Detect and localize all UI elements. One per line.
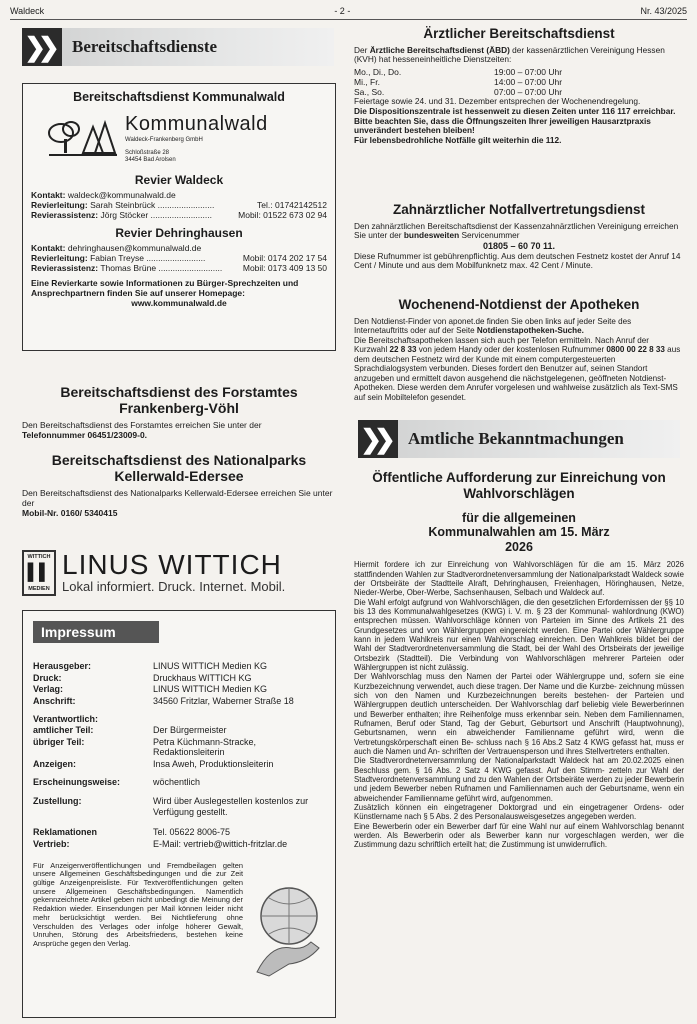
text-bold: 0800 00 22 8 33 — [606, 345, 665, 355]
time: 19:00 – 07:00 Uhr — [494, 67, 563, 78]
key: Vertrieb: — [33, 838, 70, 849]
notfall-note: Für lebensbedrohliche Notfälle gilt weiterhin die 112. — [354, 135, 562, 146]
forstamt-phone: Telefonnummer 06451/23009-0. — [22, 430, 148, 441]
section-banner-amtliche — [358, 420, 680, 458]
zahnarzt-text — [354, 222, 684, 242]
nationalpark-phone: Mobil-Nr. 0160/ 5340415 — [22, 508, 118, 519]
wahl-body: Hiermit fordere ich zur Einreichung von Wahlvorschlägen für die am 15. März 2026 stattfindenden Wahlen zur Stadtverordnetenversammlung der Nationalparkstadt Waldeck sowie der Ortsbeiräte der Stadtteile Alraft, Dehringhausen, Freienhagen, Höringhausen, Netze, Nieder-Werbe, Ober-Werbe, Sachsenhausen, Selbach und Waldeck auf. Die Wahl erfolgt aufgrund von Wahlvorschlägen, die den gesetzlichen Erfordernissen der §§ 10 bis 13 des Kommunalwahlgesetzes (KWG) i. V. m. § 23 der Kommunal- wahlordnung (KWO) entsprechen müssen. Wahlvorschläge können von Parteien im Sinne des Artikels 21 des Grundgesetzes und von Wählergruppen eingereicht werden. Eine Partei oder Wählergruppe kann in jedem Wahlkreis nur einen Wahlvorschlag einreichen. Den Wahlkreis bildet bei der Wahl der Stadtverordnetenversammlung die Stadt, bei der Wahl des Ortsbeirats der jeweilige Ortsbezirk (Stadtteil). Die Verbindung von Wahlvorschlägen mehrerer Parteien oder Wählergruppen ist nicht zulässig. Der Wahlvorschlag muss den Namen der Partei oder Wählergruppe und, sofern sie eine Kurzbezeichnung verwendet, auch diese tragen. Der Name und die Kurzbe- zeichnung müssen sich von den Namen und Kurzbezeichnungen bereits bestehen- der Parteien und Wählergruppen deutlich unterscheiden. Der Wahlvorschlag darf beliebig viele Bewerberinnen und Bewerber enthalten; ihre Reihenfolge muss erkennbar sein. Neben dem Familiennamen, Rufnamen, Beruf oder Stand, Tag der Geburt, Geburtsort und Anschrift (Hauptwohnung), Geburtsnamen, wenn ein abweichender Familienname geführt wird, wenn die Vertretungskörperschaft einen Be- schluss nach § 16 Abs.2 Satz 4 KWG gefasst hat, muss er auch die Namen und An- schriften der Vertrauensperson und ihres Stellvertreters enthalten. Die Stadtverordnetenversammlung der Nationalparkstadt Waldeck hat am 20.02.2025 einen Beschluss gem. § 16 Abs. 2 Satz 4 KWG gefasst. Auf den Stimm- zetteln zur Wahl der Stadtverordnetenversammlung und zu den Wahlen der Ortsbeiräte werden zu jeder Bewerberin und jedem Bewerber neben Rufnamen und Familiennamen auch der Geburtsname, wenn ein abweichender Familienname geführt wird, aufgenommen. Zusätzlich können ein eingetragener Doktorgrad und ein eingetragener Ordens- oder Künstlername nach § 5 Abs. 2 des Personalausweisgesetzes angegeben werden. Eine Bewerberin oder ein Bewerber darf für eine Wahl nur auf einem Wahlvorschlag benannt werden. Als Bewerberin oder als Bewerber kann nur vorgeschlagen werden, wer die Zustimmung dazu schriftlich erteilt hat; die Zustimmung ist unwiderruflich. — [354, 560, 684, 850]
text: Servicenummer — [459, 230, 520, 241]
homepage-link[interactable]: www.kommunalwald.de — [131, 298, 227, 309]
text: der kassenärztlichen Vereinigung Hessen (KVH) hat hesseneinheitliche Dienstzeiten: — [354, 44, 665, 65]
key: Herausgeber: — [33, 661, 92, 671]
name: Sarah Steinbrück ........................ — [90, 199, 215, 210]
wahl-heading: Öffentliche Aufforderung zur Einreichung von Wahlvorschlägen — [372, 470, 666, 501]
aerztlicher-heading: Ärztlicher Bereitschaftsdienst — [423, 26, 615, 41]
kommunalwald-logo — [47, 111, 327, 167]
label: Revierleitung: — [31, 253, 88, 264]
page-header — [10, 6, 687, 20]
key: amtlicher Teil: — [33, 725, 94, 736]
verantwortlich-label: Verantwortlich: — [33, 714, 99, 725]
apotheken-heading: Wochenend-Notdienst der Apotheken — [398, 297, 640, 312]
apotheken-p2 — [354, 336, 684, 403]
label: Kontakt: — [31, 243, 66, 254]
feiertag-note: Feiertage sowie 24. und 31. Dezember entsprechen der Wochenendregelung. — [354, 96, 641, 107]
label: Kontakt: — [31, 189, 66, 200]
value: Wird über Auslegestellen kostenlos zur Verfügung gestellt. — [153, 796, 309, 817]
value: Insa Aweh, Produktionsleiterin — [153, 758, 274, 769]
kommunalwald-box — [22, 83, 336, 351]
forstamt-text: Den Bereitschaftsdienst des Forstamtes erreichen Sie unter der — [22, 420, 262, 431]
revier-dehringhausen-details — [31, 243, 327, 273]
logo-name: Kommunalwald — [125, 113, 268, 136]
time: 14:00 – 07:00 Uhr — [494, 77, 563, 88]
chevron-right-icon: ❯❯ — [22, 28, 62, 66]
email: waldeck@kommunalwald.de — [67, 189, 176, 200]
value: 34560 Fritzlar, Waberner Straße 18 — [153, 695, 294, 706]
impressum-distribution — [33, 777, 325, 817]
nationalpark-text: Den Bereitschaftsdienst des Nationalparks Kellerwald-Edersee erreichen Sie unter der — [22, 488, 333, 509]
tree-logo-icon — [47, 117, 119, 161]
value: Petra Küchmann-Stracke, Redaktionsleiterin — [153, 736, 257, 758]
impressum-title: Impressum — [33, 621, 159, 643]
chevron-right-icon: ❯❯ — [358, 420, 398, 458]
key: Zustellung: — [33, 796, 82, 807]
wittich-brand: LINUS WITTICH — [62, 549, 282, 581]
globe-hand-icon — [249, 882, 325, 978]
dispositionszentrale-note: Die Dispositionszentrale ist hessenweit zu diesen Zeiten unter 116 117 erreichbar. — [354, 105, 676, 116]
impressum-box — [22, 610, 336, 1018]
hausarzt-note: Bitte beachten Sie, dass die Öffnungszeiten Ihrer jeweiligen Hausarztpraxis unverändert bestehen bleiben! — [354, 115, 651, 136]
key: Reklamationen — [33, 827, 98, 838]
key: Erscheinungsweise: — [33, 777, 121, 788]
time: 07:00 – 07:00 Uhr — [494, 87, 563, 98]
text: von jedem Handy oder der kostenlosen Rufnummer — [416, 345, 607, 355]
text-bold: Ärztliche Bereitschaftsdienst (ÄBD) — [369, 44, 510, 55]
wahl-section — [354, 470, 684, 850]
wahl-subheading: für die allgemeinen Kommunalwahlen am 15. März 2026 — [428, 511, 610, 554]
section-banner-bereitschaftsdienste — [22, 28, 334, 66]
days: Sa., So. — [354, 87, 385, 98]
forstamt-heading: Bereitschaftsdienst des Forstamtes Frankenberg-Vöhl — [60, 384, 298, 417]
value: Der Bürgermeister — [153, 725, 227, 736]
key: übriger Teil: — [33, 736, 85, 747]
text: Die Bereitschaftsapotheken lassen sich auch per Telefon ermitteln. Nach Anruf der Kurzwahl — [354, 335, 649, 355]
section-title: Amtliche Bekanntmachungen — [408, 428, 624, 448]
wittich-banner — [22, 548, 336, 598]
text-bold: 22 8 33 — [389, 345, 417, 355]
apotheken-section — [354, 297, 684, 402]
text: aus dem deutschen Festnetz wird der Kunde mit einem computergesteuerten Sprachdialogsystem verbunden. Dieses fordert den Benutzer auf, seinen Standort anzugeben und ermittelt davon ausgehend die nächstgelegenen, geöffneten Notdienst-Apotheken. Diese werden dem Anrufer vorgelesen und wahlweise zusätzlich als Text-SMS auf sein Mobiltelefon gesendet. — [354, 345, 681, 402]
impressum-complaints — [33, 827, 325, 849]
email: dehringhausen@kommunalwald.de — [67, 243, 202, 254]
apotheken-p1 — [354, 317, 684, 336]
badge-top: WITTICH — [27, 554, 51, 560]
impressum-fineprint: Für Anzeigenveröffentlichungen und Fremdbeilagen gelten unsere Allgemeinen Geschäftsbedingungen und die zur Zeit gültige Anzeigenpreisliste. Für Textveröffentlichungen gelten unsere Allgemeinen Geschäftsbedingungen. Namentlich gekennzeichnete Artikel geben nicht unbedingt die Meinung der Redaktion wieder. Einsendungen per Mail können leider nicht mehr berücksichtigt werden. Bei Nichtlieferung ohne Verschulden des Verlages oder infolge höherer Gewalt, Unruhen, Störung des Arbeitsfriedens, bestehen keine Ansprüche gegen den Verlag. — [33, 860, 243, 949]
logo-street: Schloßstraße 28 — [125, 150, 170, 156]
value: LINUS WITTICH Medien KG — [153, 661, 268, 671]
name: Thomas Brüne ........................... — [100, 263, 223, 274]
issue-number: Nr. 43/2025 — [640, 6, 687, 16]
revierkarte-note: Eine Revierkarte sowie Informationen zu Bürger-Sprechzeiten und Ansprechpartnern finden Sie auf unserer Homepage: — [31, 278, 299, 299]
kommunalwald-heading: Bereitschaftsdienst Kommunalwald — [73, 90, 285, 104]
impressum-publisher — [33, 661, 325, 706]
text: Der — [354, 44, 370, 55]
days: Mo., Di., Do. — [354, 67, 402, 78]
text: Den zahnärztlichen Bereitschaftsdienst der Kassenzahnärztlichen Vereinigung erreichen Sie unter der — [354, 220, 679, 241]
dienstzeiten-list — [354, 67, 684, 97]
days: Mi., Fr. — [354, 77, 380, 88]
page-number: - 2 - — [334, 6, 351, 16]
nationalpark-section — [22, 452, 336, 518]
revier-waldeck-title: Revier Waldeck — [134, 172, 224, 187]
text-bold: bundesweiten — [403, 230, 460, 241]
zahnarzt-cost-note: Diese Rufnummer ist gebührenpflichtig. Aus dem deutschen Festnetz kostet der Anruf 14 Cent / Minute und aus dem Mobilfunknetz max. 42 Cent / Minute. — [354, 250, 681, 271]
zahnarzt-section — [354, 202, 684, 271]
zahnarzt-number: 01805 – 60 70 11. — [482, 241, 556, 252]
value: wöchentlich — [153, 777, 201, 788]
label: Revierleitung: — [31, 199, 88, 210]
value: LINUS WITTICH Medien KG — [153, 684, 268, 695]
wittich-badge-icon: WITTICH ▌▌ MEDIEN — [22, 550, 56, 596]
revier-waldeck-details — [31, 190, 327, 220]
text: Den Notdienst-Finder von aponet.de finden Sie oben links auf jeder Seite des Internetauftritts oder auf der Seite — [354, 316, 632, 336]
forstamt-section — [22, 384, 336, 440]
text-bold: Notdienstapotheken-Suche. — [476, 326, 584, 336]
value: Druckhaus WITTICH KG — [153, 672, 252, 683]
label: Revierassistenz: — [31, 263, 99, 274]
name: Jörg Stöcker .......................... — [100, 209, 212, 220]
logo-city: 34454 Bad Arolsen — [125, 157, 176, 164]
nationalpark-heading: Bereitschaftsdienst des Nationalparks Kellerwald-Edersee — [51, 452, 307, 485]
impressum-fineprint-row — [33, 862, 325, 978]
name: Fabian Treyse ......................... — [90, 253, 206, 264]
revier-dehringhausen-title: Revier Dehringhausen — [115, 225, 243, 240]
key: Verlag: — [33, 684, 64, 695]
phone: Mobil: 0174 202 17 54 — [242, 253, 327, 264]
logo-sub: Waldeck-Frankenberg GmbH — [125, 136, 203, 143]
phone: Mobil: 01522 673 02 94 — [238, 209, 327, 220]
zahnarzt-heading: Zahnärztlicher Notfallvertretungsdienst — [392, 202, 646, 217]
wittich-slogan: Lokal informiert. Druck. Internet. Mobil. — [62, 579, 286, 595]
badge-bottom: MEDIEN — [28, 585, 50, 592]
aerztlicher-intro — [354, 46, 684, 66]
impressum-responsible — [33, 725, 325, 769]
phone: Tel.: 01742142512 — [257, 199, 327, 210]
phone: Mobil: 0173 409 13 50 — [242, 263, 327, 274]
aerztlicher-section — [354, 26, 684, 146]
vertrieb-email[interactable]: E-Mail: vertrieb@wittich-fritzlar.de — [153, 838, 288, 849]
label: Revierassistenz: — [31, 209, 99, 220]
key: Anschrift: — [33, 695, 76, 706]
key: Anzeigen: — [33, 758, 77, 769]
header-left: Waldeck — [10, 6, 45, 16]
key: Druck: — [33, 672, 62, 683]
value: Tel. 05622 8006-75 — [153, 827, 231, 838]
section-title: Bereitschaftsdienste — [72, 36, 218, 56]
